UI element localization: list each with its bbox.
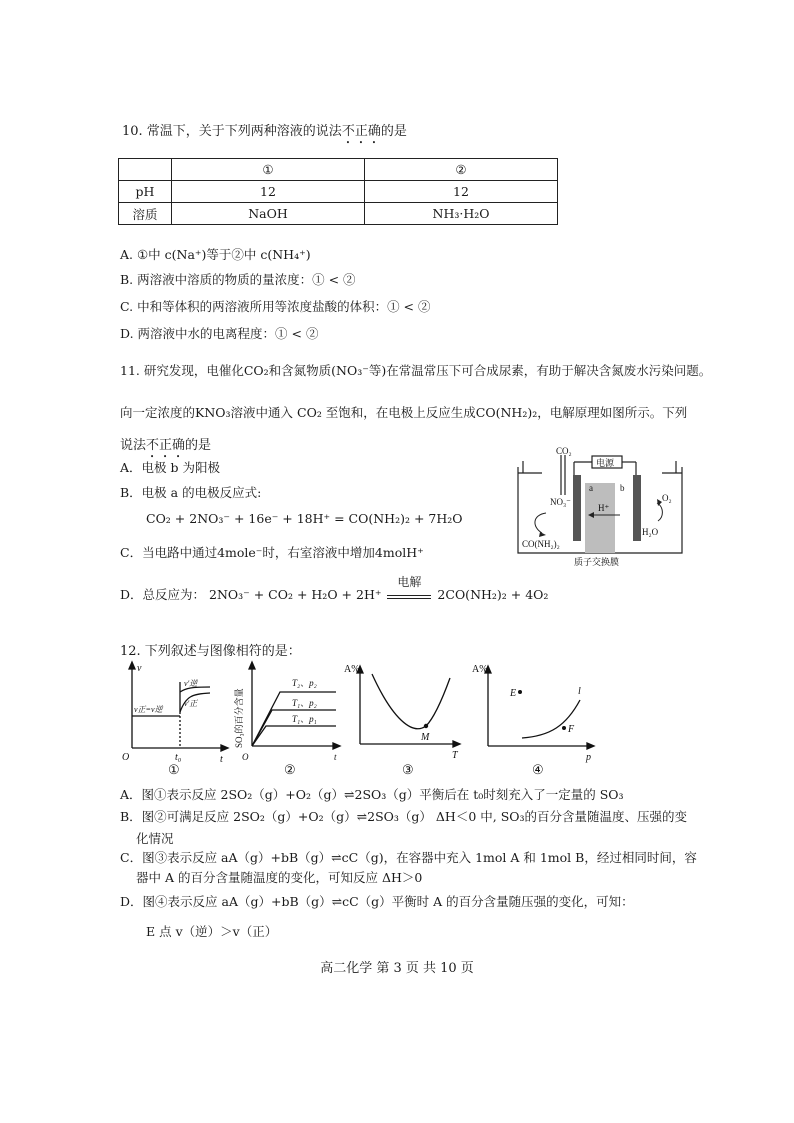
q10-option-b: B. 两溶液中溶质的物质的量浓度：① < ② (120, 272, 356, 287)
q11-option-b-equation: CO₂ + 2NO₃⁻ + 16e⁻ + 18H⁺ = CO(NH₂)₂ + 7H₂O (146, 511, 463, 526)
q12-option-c-line2: 器中 A 的百分含量随温度的变化，可知反应 ΔH＞0 (136, 870, 423, 885)
q12-option-d-line2: E 点 v（逆）＞v（正） (146, 924, 278, 939)
point-m (424, 724, 428, 728)
q10-option-d: D. 两溶液中水的电离程度：① < ② (120, 326, 319, 341)
urea-label: CO(NH₂)₂ (522, 539, 560, 549)
q10-option-c: C. 中和等体积的两溶液所用等浓度盐酸的体积：① < ② (120, 299, 431, 314)
g3-x-label: T (452, 750, 458, 761)
electrode-a-label: a (589, 483, 593, 493)
q11-option-b: B．电极 a 的电极反应式: (120, 485, 262, 500)
q11-line1: 11. 研究发现，电催化CO₂和含氮物质(NO₃⁻等)在常温常压下可合成尿素，有助于解决含氮废水污染问题。 (120, 363, 712, 378)
electrode-a (573, 475, 581, 541)
curve-a-vs-t (372, 674, 450, 729)
electrode-b-label: b (620, 483, 625, 493)
g4-number: ④ (532, 762, 544, 777)
table-cell: 12 (365, 181, 558, 203)
table-cell: 溶质 (119, 203, 172, 225)
g1-v-eq-label: v正=v逆 (134, 705, 163, 714)
point-e (518, 690, 522, 694)
graph-4 (470, 660, 600, 778)
g1-number: ① (168, 762, 180, 777)
g2-curve2-label: T₁、p₂ (292, 698, 317, 708)
graph-2 (232, 660, 344, 778)
electrolysis-condition: 电解 (397, 575, 422, 589)
h2o-label: H₂O (642, 527, 659, 537)
co2-label: CO₂ (556, 446, 572, 456)
table-cell: ① (172, 159, 365, 181)
g1-origin: O (122, 752, 130, 763)
g3-number: ③ (402, 762, 414, 777)
g4-l-label: l (578, 686, 581, 697)
q12-option-c-line1: C．图③表示反应 aA（g）+bB（g）⇌cC（g)，在容器中充入 1mol A 和 1mol B，经过相同时间，容 (120, 850, 697, 865)
g1-v-rev-label: v'逆 (184, 679, 198, 688)
q11-option-a: A．电极 b 为阳极 (120, 460, 220, 475)
g1-v-fwd-label: v'正 (184, 699, 198, 708)
q10-table (118, 158, 558, 225)
g1-t-label: t (220, 754, 223, 765)
g2-t-label: t (334, 752, 337, 762)
g4-x-label: p (586, 752, 591, 763)
proton-exchange-membrane (585, 483, 615, 553)
table-cell: NaOH (172, 203, 365, 225)
g4-y-label: A% (472, 664, 488, 675)
table-cell: NH₃·H₂O (365, 203, 558, 225)
g2-origin: O (242, 752, 249, 762)
curve-t1-p1 (252, 726, 336, 746)
q12-option-a: A．图①表示反应 2SO₂（g）+O₂（g）⇌2SO₃（g）平衡后在 t₀时刻充入了一定量的 SO₃ (120, 787, 624, 802)
q12-option-d-line1: D．图④表示反应 aA（g）+bB（g）⇌cC（g）平衡时 A 的百分含量随压强的变化，可知： (120, 894, 634, 909)
power-label: 电源 (596, 458, 615, 468)
graph-3 (342, 660, 470, 778)
q11-line3: 说法不正确的是 (120, 438, 212, 453)
hplus-label: H⁺ (598, 503, 610, 513)
page-footer: 高二化学 第 3 页 共 10 页 (320, 961, 474, 976)
q11-line2: 向一定浓度的KNO₃溶液中通入 CO₂ 至饱和，在电极上反应生成CO(NH₂)₂，电解原理如图所示。下列 (120, 405, 688, 420)
g1-v-label: v (137, 663, 142, 674)
q11-option-d: D．总反应为： 2NO₃⁻ + CO₂ + H₂O + 2H⁺ 电解 2CO(NH₂)₂ + 4O₂ (120, 575, 549, 602)
g3-m-label: M (421, 732, 430, 743)
g4-e-label: E (510, 688, 517, 699)
no3-label: NO₃⁻ (550, 497, 571, 507)
q12-option-b-line1: B．图②可满足反应 2SO₂（g）+O₂（g）⇌2SO₃（g） ΔH＜0 中, SO₃的百分含量随温度、压强的变 (120, 809, 688, 824)
table-cell (119, 159, 172, 181)
g1-t0-label: t₀ (175, 752, 182, 763)
g2-curve3-label: T₁、p₁ (292, 714, 317, 724)
table-cell: ② (365, 159, 558, 181)
o2-label: O₂ (662, 493, 672, 503)
table-cell: pH (119, 181, 172, 203)
electrode-b (633, 475, 641, 541)
q11-option-c: C．当电路中通过4mole⁻时，右室溶液中增加4molH⁺ (120, 545, 424, 560)
g3-y-label: A% (344, 664, 360, 675)
q12-stem: 12. 下列叙述与图像相符的是： (120, 644, 301, 659)
g2-y-label: SO₃的百分含量 (234, 688, 244, 748)
membrane-label: 质子交换膜 (574, 557, 620, 567)
electrolysis-diagram (512, 446, 702, 570)
q10-option-a: A. ①中 c(Na⁺)等于②中 c(NH₄⁺) (120, 247, 311, 262)
q10-stem: 10. 常温下，关于下列两种溶液的说法不正确的是 (122, 124, 407, 139)
q12-option-b-line2: 化情况 (136, 831, 174, 846)
g2-number: ② (284, 762, 296, 777)
table-cell: 12 (172, 181, 365, 203)
g2-curve1-label: T₂、p₂ (292, 678, 317, 688)
point-f (562, 726, 566, 730)
g4-f-label: F (568, 724, 575, 735)
graph-1 (120, 660, 230, 778)
